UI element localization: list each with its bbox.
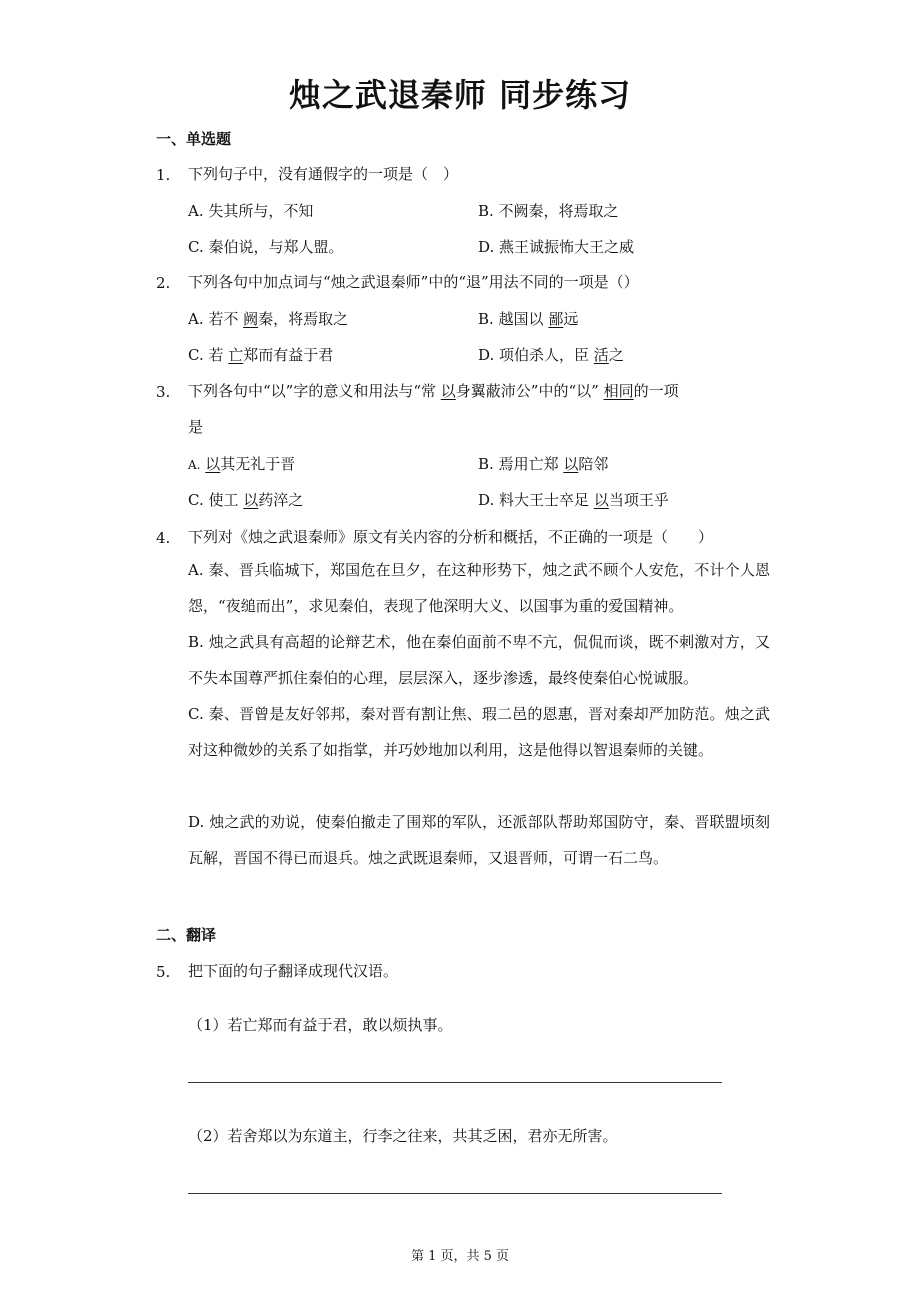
option-a: A. 秦、晋兵临城下，郑国危在旦夕，在这种形势下，烛之武不顾个人安危，不计个人恩怨，“夜缒而出”，求见秦伯，表现了他深明大义、以国事为重的爱国精神。 [188,561,770,615]
option-d: D. 燕王诚振怖大王之威 [478,238,635,256]
question-number: 3. [156,383,171,401]
translation-item: （2）若舍郑以为东道主，行李之往来，共其乏困，君亦无所害。 [188,1127,618,1145]
marked-word: 以 [593,491,609,509]
question-stem: 下列各句中加点词与“烛之武退秦师”中的“退”用法不同的一项是（） [188,273,639,291]
question-stem-continued: 是 [188,418,204,436]
page-footer: 第 1 页，共 5 页 [410,1249,510,1264]
question-number: 1. [156,166,171,184]
option-a: A. 若不 阙秦，将焉取之 [188,310,349,328]
option-c: C. 秦、晋曾是友好邻邦，秦对晋有割让焦、瑕二邑的恩惠，晋对秦却严加防范。烛之武对这种微妙的关系了如指掌，并巧妙地加以利用，这是他得以智退秦师的关键。 [188,705,770,759]
option-d: D. 料大王士卒足 以当项王乎 [478,491,669,509]
marked-word: 以 [205,455,221,473]
marked-word: 活 [593,346,609,364]
question-number: 4. [156,529,171,547]
marked-word: 亡 [228,346,244,364]
option-b: B. 越国以 鄙远 [478,310,579,328]
page-title: 烛之武退秦师 同步练习 [288,76,632,114]
section-heading-translation: 二、翻译 [156,926,217,944]
question-number: 5. [156,963,171,981]
option-b: B. 烛之武具有高超的论辩艺术，他在秦伯面前不卑不亢，侃侃而谈，既不刺激对方，又不失本国尊严抓住秦伯的心理，层层深入，逐步渗透，最终使秦伯心悦诚服。 [188,633,770,687]
answer-line[interactable] [188,1193,722,1194]
marked-word: 以 [440,382,456,400]
marked-word: 鄙 [548,310,564,328]
question-stem: 下列对《烛之武退秦师》原文有关内容的分析和概括，不正确的一项是（ ） [188,528,714,546]
option-d: D. 项伯杀人，臣 活之 [478,346,624,364]
section-heading-single-choice: 一、单选题 [156,130,232,148]
option-b: B. 焉用亡郑 以陪邻 [478,455,609,473]
question-stem: 把下面的句子翻译成现代汉语。 [188,962,399,980]
marked-word: 阙 [243,310,259,328]
question-number: 2. [156,274,171,292]
marked-word: 相同 [603,382,634,400]
translation-item: （1）若亡郑而有益于君，敢以烦执事。 [188,1016,453,1034]
option-c: C. 秦伯说，与郑人盟。 [188,238,344,256]
question-stem: 下列各句中“以”字的意义和用法与“常 以身翼蔽沛公”中的“以” 相同的一项 [188,382,679,400]
answer-line[interactable] [188,1082,722,1083]
marked-word: 以 [243,491,259,509]
question-stem: 下列句子中，没有通假字的一项是（ ） [188,165,459,183]
option-a: A. 以其无礼于晋 [188,455,296,473]
option-c: C. 若 亡郑而有益于君 [188,346,334,364]
marked-word: 以 [563,455,579,473]
option-a: A. 失其所与，不知 [188,202,314,220]
option-c: C. 使工 以药淬之 [188,491,304,509]
option-b: B. 不阙秦，将焉取之 [478,202,619,220]
option-d: D. 烛之武的劝说，使秦伯撤走了围郑的军队，还派部队帮助郑国防守，秦、晋联盟顷刻瓦解，晋国不得已而退兵。烛之武既退秦师，又退晋师，可谓一石二鸟。 [188,813,770,867]
